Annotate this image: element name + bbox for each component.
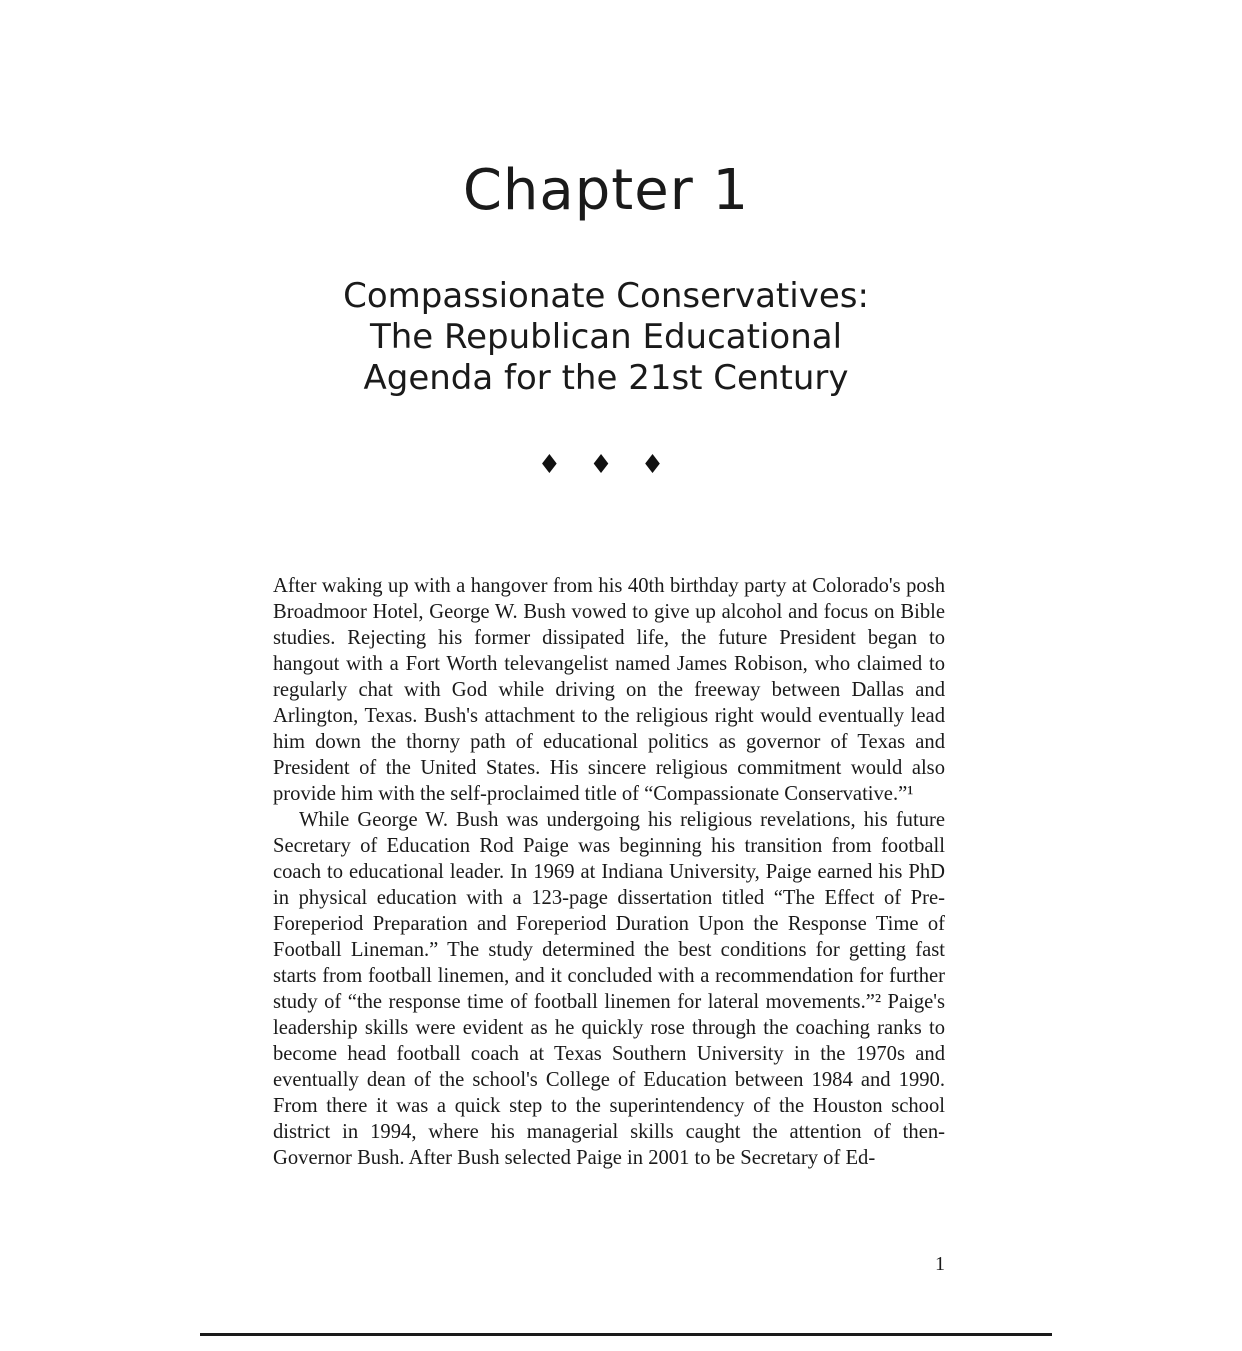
chapter-heading: Chapter 1 (462, 158, 750, 223)
chapter-title-line-1: Compassionate Conservatives: (343, 276, 869, 316)
page-number: 1 (935, 1253, 945, 1275)
chapter-title-line-2: The Republican Educational (369, 317, 843, 357)
body-paragraph-2: While George W. Bush was undergoing his religious revelations, his future Secretary of Education Rod Paige was beginning his transition from football coach to educational leader. In 1969 at Indiana University, Paige earned his PhD in physical education with a 123-page dissertation titled “The Effect of Pre-Foreperiod Preparation and Foreperiod Duration Upon the Response Time of Football Lineman.” The study determined the best conditions for getting fast starts from football linemen, and it concluded with a recommendation for further study of “the response time of football linemen for lateral movements.”² Paige's leadership skills were evident as he quickly rose through the coaching ranks to become head football coach at Texas Southern University in the 1970s and eventually dean of the school's College of Education between 1984 and 1990. From there it was a quick step to the superintendency of the Houston school district in 1994, where his managerial skills caught the attention of then-Governor Bush. After Bush selected Paige in 2001 to be Secretary of Ed- (273, 809, 945, 1169)
chapter-title (0, 276, 1212, 399)
body-paragraph-1: After waking up with a hangover from his 40th birthday party at Colorado's posh Broadmoor Hotel, George W. Bush vowed to give up alcohol and focus on Bible studies. Rejecting his former dissipated life, the future President began to hangout with a Fort Worth televangelist named James Robison, who claimed to regularly chat with God while driving on the freeway between Dallas and Arlington, Texas. Bush's attachment to the religious right would eventually lead him down the thorny path of educational politics as governor of Texas and President of the United States. His sincere religious commitment would also provide him with the self-proclaimed title of “Compassionate Conservative.”¹ (273, 575, 945, 805)
diamond-ornament-icon: ♦ ♦ ♦ (537, 450, 675, 480)
chapter-body (273, 573, 945, 1171)
chapter-title-line-3: Agenda for the 21st Century (363, 358, 849, 398)
bottom-divider (200, 1333, 1052, 1336)
